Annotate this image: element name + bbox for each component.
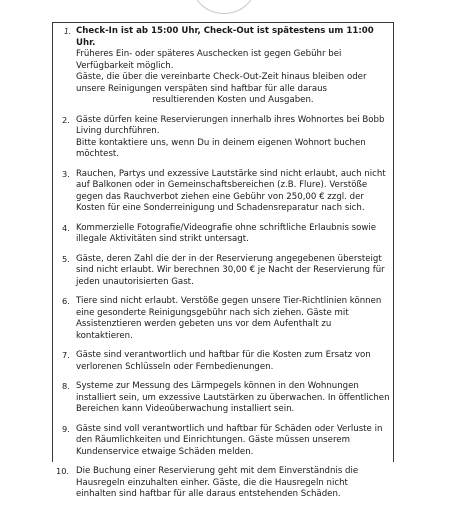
rule-text: Systeme zur Messung des Lärmpegels können in den Wohnungen installiert sein, um exzessive Lautstärken zu überwachen. In öffentlichen Bereichen kann Videoüberwachung installiert sein. xyxy=(76,381,390,414)
rule-9 xyxy=(62,424,390,459)
logo-emblem xyxy=(193,0,255,14)
rule-8 xyxy=(62,381,390,416)
rule-number: 4. xyxy=(62,222,70,233)
rule-7 xyxy=(62,350,390,373)
rule-5 xyxy=(62,254,390,289)
rule-text: Gäste sind voll verantwortlich und haftbar für Schäden oder Verluste in den Räumlichkeiten und Einrichtungen. Gäste müssen unserem Kundenservice etwaige Schäden melden. xyxy=(76,423,383,457)
rule-text: Die Buchung einer Reservierung geht mit dem Einverständnis die Hausregeln einzuhalten einher. Gäste, die die Hausregeln nicht einhalten sind haftbar für alle daraus entstehenden Schäden. xyxy=(76,466,359,499)
rule-header: Check-In ist ab 15:00 Uhr, Check-Out ist spätestens um 11:00 Uhr. xyxy=(76,26,374,48)
rule-number: 9. xyxy=(62,423,70,434)
rule-text: Rauchen, Partys und exzessive Lautstärke sind nicht erlaubt, auch nicht auf Balkonen oder in Gemeinschaftsbereichen (z.B. Flure). Verstöße gegen das Rauchverbot ziehen eine Gebühr von 250,00 € zzgl. der Kosten für eine Sonderreinigung und Schadensreparatur nach sich. xyxy=(76,168,386,213)
rule-4 xyxy=(62,223,390,246)
rule-6 xyxy=(62,296,390,342)
rule-text: Bitte kontaktiere uns, wenn Du in deinem eigenen Wohnort buchen möchtest. xyxy=(76,137,366,159)
rule-number: 1. xyxy=(64,27,72,36)
rule-number: 3. xyxy=(62,168,70,179)
rule-text: Kommerzielle Fotografie/Videografie ohne schriftliche Erlaubnis sowie illegale Aktivitäten sind strikt untersagt. xyxy=(76,222,377,244)
rule-2 xyxy=(62,115,390,161)
rule-text: Gäste sind verantwortlich und haftbar für die Kosten zum Ersatz von verlorenen Schlüsseln oder Fernbedienungen. xyxy=(76,350,371,372)
rule-3 xyxy=(62,169,390,215)
rule-text: resultierenden Kosten und Ausgaben. xyxy=(152,95,314,105)
rule-text: Gäste, deren Zahl die der in der Reservierung angegebenen übersteigt sind nicht erlaubt. Wir berechnen 30,00 € je Nacht der Reservierung für jeden unautorisierten Gast. xyxy=(76,253,385,287)
rule-number: 10. xyxy=(56,466,70,476)
rule-number: 8. xyxy=(62,381,70,391)
rule-number: 5. xyxy=(62,253,70,264)
rule-1 xyxy=(62,26,390,107)
rule-10 xyxy=(56,466,390,501)
house-rules-list xyxy=(56,26,390,509)
rule-number: 6. xyxy=(62,296,70,306)
rule-text: Gäste, die über die vereinbarte Check-Out-Zeit hinaus bleiben oder unsere Reinigungen verspäten sind haftbar für alle daraus xyxy=(76,72,367,94)
rule-text: Gäste dürfen keine Reservierungen innerhalb ihres Wohnortes bei Bobb Living durchführen. xyxy=(76,114,385,136)
rule-number: 2. xyxy=(62,114,70,125)
rule-number: 7. xyxy=(62,350,70,360)
rule-text: Früheres Ein- oder späteres Auschecken ist gegen Gebühr bei Verfügbarkeit möglich. xyxy=(76,49,342,71)
rule-text: Tiere sind nicht erlaubt. Verstöße gegen unsere Tier-Richtlinien können eine gesonderte Reinigungsgebühr nach sich ziehen. Gäste mit Assistenztieren werden gebeten uns vor dem Aufenthalt zu kontaktieren. xyxy=(76,296,382,341)
